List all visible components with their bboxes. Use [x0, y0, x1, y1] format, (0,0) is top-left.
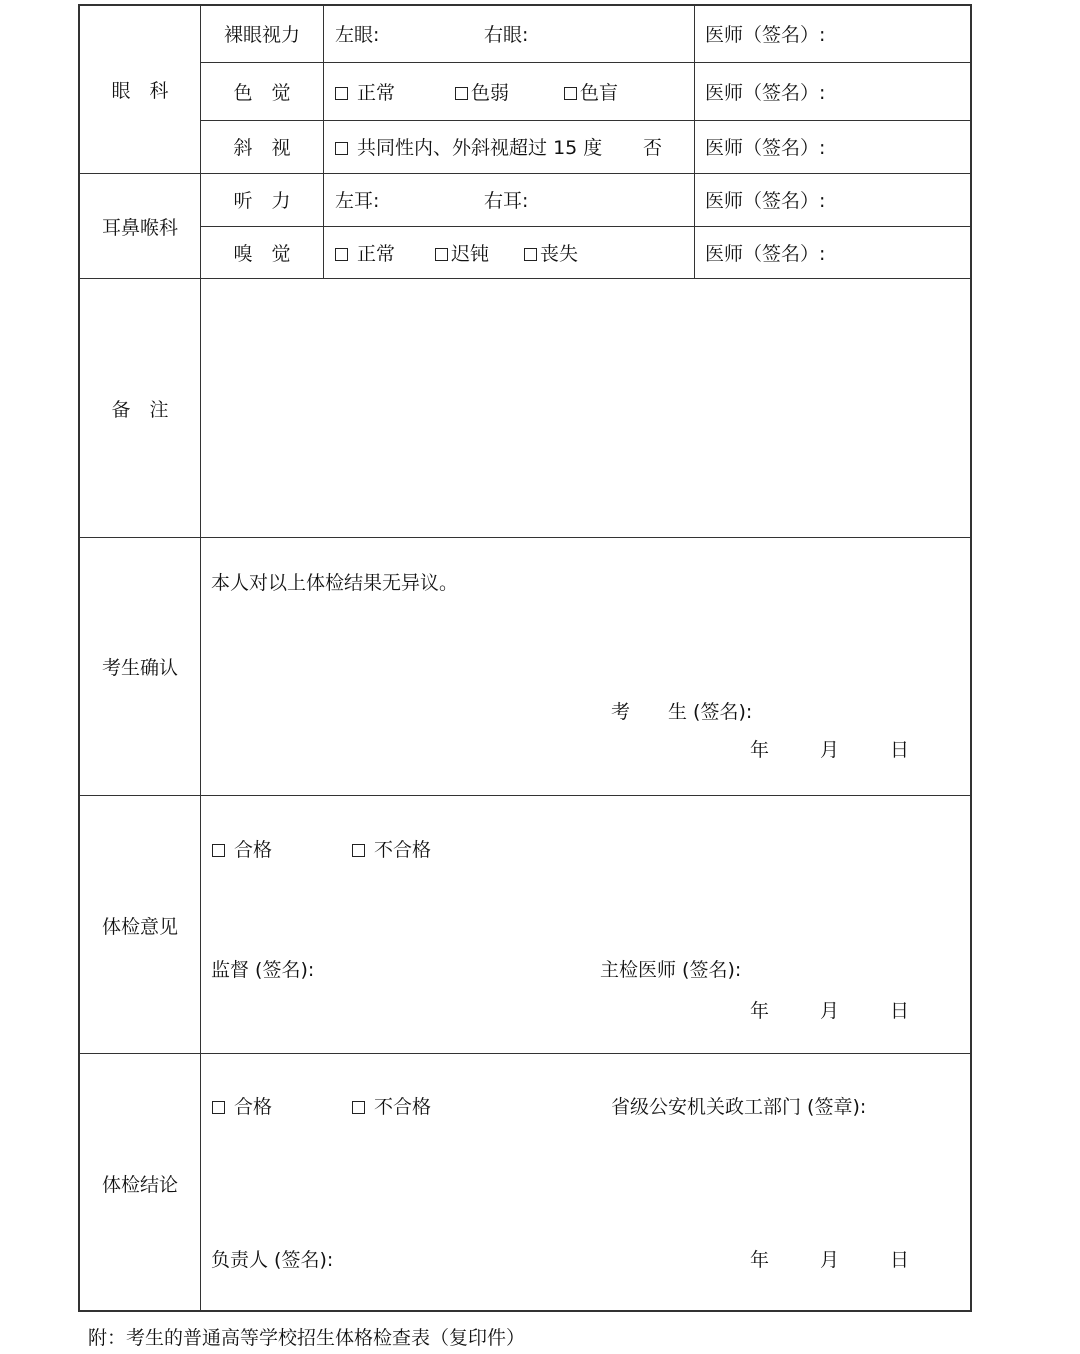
checkbox-icon[interactable]	[212, 1101, 225, 1114]
item-strabismus: 斜 视	[233, 137, 291, 159]
checkbox-icon[interactable]	[352, 844, 365, 857]
divider	[78, 1053, 972, 1054]
checkbox-icon[interactable]	[564, 87, 577, 100]
doctor-signature-hearing[interactable]: 医师（签名）:	[705, 190, 826, 212]
date-year: 年	[750, 1249, 770, 1271]
divider	[78, 173, 972, 174]
item-hearing: 听 力	[233, 190, 291, 212]
option-smell-lost[interactable]: 丧失	[524, 243, 578, 265]
option-pass[interactable]: 合格	[212, 1096, 272, 1118]
checkbox-icon[interactable]	[212, 844, 225, 857]
attachment-note: 附：考生的普通高等学校招生体格检查表（复印件）	[88, 1327, 526, 1349]
dept-stamp[interactable]: 省级公安机关政工部门 (签章):	[611, 1096, 867, 1118]
option-smell-dull[interactable]: 迟钝	[435, 243, 489, 265]
option-smell-normal[interactable]: 正常	[335, 243, 395, 265]
option-color-blind[interactable]: 色盲	[564, 82, 618, 104]
divider	[323, 4, 324, 279]
item-naked-eye-vision: 裸眼视力	[223, 24, 300, 46]
doctor-signature-color[interactable]: 医师（签名）:	[705, 82, 826, 104]
option-fail[interactable]: 不合格	[352, 839, 431, 861]
option-color-weak[interactable]: 色弱	[455, 82, 509, 104]
left-eye-label: 左眼:	[335, 24, 380, 46]
candidate-signature[interactable]: 考 生 (签名):	[611, 701, 753, 723]
divider	[78, 537, 972, 538]
option-normal[interactable]: 正常	[335, 82, 395, 104]
supervisor-signature[interactable]: 监督 (签名):	[211, 959, 315, 981]
date-month: 月	[820, 1000, 840, 1022]
section-label-ophthalmology: 眼 科	[111, 80, 169, 102]
divider	[78, 795, 972, 796]
checkbox-icon[interactable]	[335, 142, 348, 155]
option-strabismus[interactable]: 共同性内、外斜视超过 15 度	[335, 137, 602, 159]
checkbox-icon[interactable]	[352, 1101, 365, 1114]
right-eye-label: 右眼:	[484, 24, 529, 46]
divider	[201, 226, 972, 227]
date-day: 日	[890, 1000, 910, 1022]
date-day: 日	[890, 1249, 910, 1271]
option-fail[interactable]: 不合格	[352, 1096, 431, 1118]
divider	[201, 62, 972, 63]
divider	[78, 278, 972, 279]
item-color-vision: 色 觉	[233, 82, 291, 104]
item-smell: 嗅 觉	[233, 243, 291, 265]
checkbox-icon[interactable]	[335, 248, 348, 261]
section-label-ent: 耳鼻喉科	[101, 217, 178, 239]
date-year: 年	[750, 1000, 770, 1022]
section-label-exam-opinion: 体检意见	[101, 916, 178, 938]
section-label-candidate-confirm: 考生确认	[101, 657, 178, 679]
doctor-signature-strabismus[interactable]: 医师（签名）:	[705, 137, 826, 159]
checkbox-icon[interactable]	[524, 248, 537, 261]
divider	[694, 4, 695, 279]
section-label-exam-conclusion: 体检结论	[101, 1174, 178, 1196]
checkbox-icon[interactable]	[435, 248, 448, 261]
remarks-field[interactable]	[202, 280, 970, 536]
responsible-signature[interactable]: 负责人 (签名):	[211, 1249, 334, 1271]
left-ear-label: 左耳:	[335, 190, 380, 212]
negation-label: 否	[643, 137, 663, 159]
divider	[201, 120, 972, 121]
option-pass[interactable]: 合格	[212, 839, 272, 861]
right-ear-label: 右耳:	[484, 190, 529, 212]
date-month: 月	[820, 739, 840, 761]
confirm-statement: 本人对以上体检结果无异议。	[211, 572, 459, 594]
checkbox-icon[interactable]	[455, 87, 468, 100]
doctor-signature-smell[interactable]: 医师（签名）:	[705, 243, 826, 265]
date-day: 日	[890, 739, 910, 761]
date-month: 月	[820, 1249, 840, 1271]
checkbox-icon[interactable]	[335, 87, 348, 100]
section-label-remarks: 备 注	[111, 399, 169, 421]
date-year: 年	[750, 739, 770, 761]
chief-doctor-signature[interactable]: 主检医师 (签名):	[600, 959, 742, 981]
doctor-signature-vision[interactable]: 医师（签名）:	[705, 24, 826, 46]
